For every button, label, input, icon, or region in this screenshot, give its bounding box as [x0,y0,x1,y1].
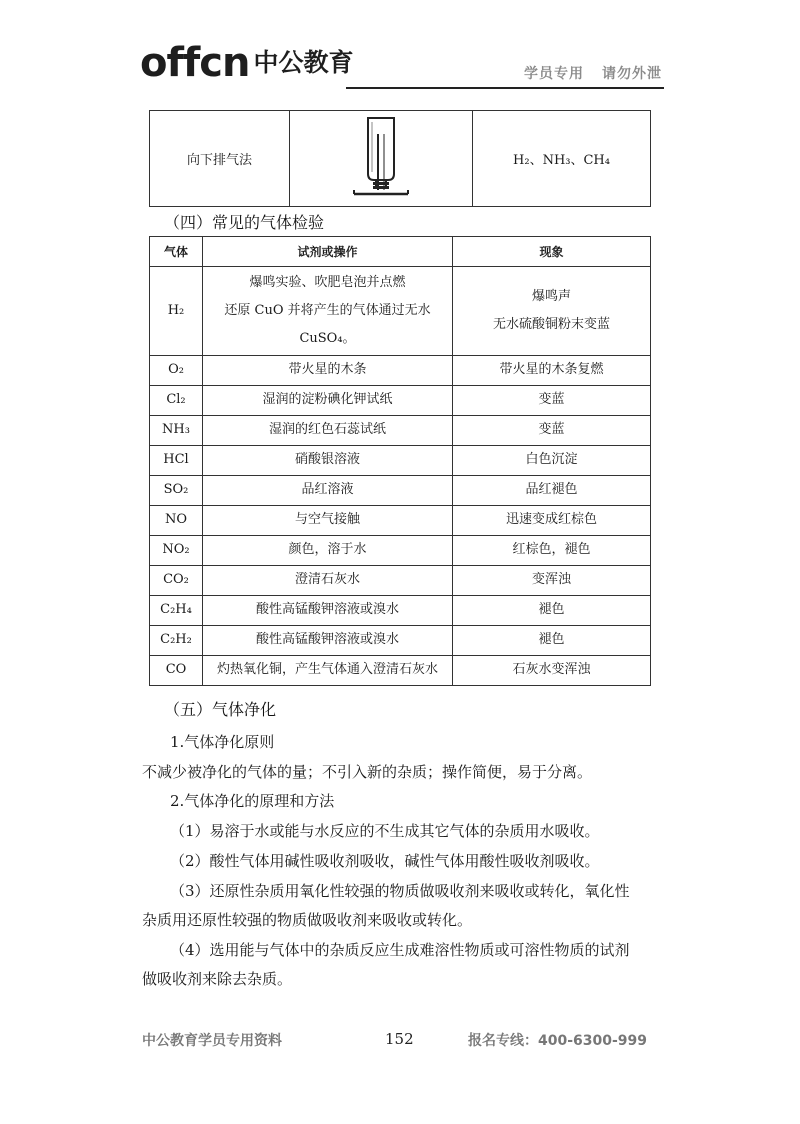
gas-cell: SO₂ [150,476,203,506]
table-row [150,111,651,207]
table-row [150,476,651,506]
operation-cell: 带火星的木条 [203,356,453,386]
offcn-logo [140,36,354,90]
footer-left: 中公教育学员专用资料 [142,1033,282,1049]
table-row [150,596,651,626]
result-cell: 带火星的木条复燃 [453,356,651,386]
operation-cell: 品红溶液 [203,476,453,506]
gas-cell: NO₂ [150,536,203,566]
operation-line: 还原 CuO 并将产生的气体通过无水 [224,303,431,318]
table-row [150,386,651,416]
result-cell: 红棕色，褪色 [453,536,651,566]
operation-cell: 湿润的红色石蕊试纸 [203,416,453,446]
table-row [150,506,651,536]
operation-cell: 湿润的淀粉碘化钾试纸 [203,386,453,416]
table-row [150,656,651,686]
table-header-row [150,237,651,267]
col-header-gas: 气体 [150,237,203,267]
gas-cell: O₂ [150,356,203,386]
gas-cell: H₂ [150,267,203,356]
gas-cell: NH₃ [150,416,203,446]
inverted-bottle-collection-icon [346,114,416,200]
paragraph: 做吸收剂来除去杂质。 [142,970,293,988]
result-cell: 变蓝 [453,416,651,446]
logo-text-en: offcn [140,40,250,86]
operation-cell: 酸性高锰酸钾溶液或溴水 [203,596,453,626]
result-cell: 褪色 [453,596,651,626]
table-row [150,536,651,566]
apparatus-cell [290,111,473,207]
operation-cell: 灼热氧化铜，产生气体通入澄清石灰水 [203,656,453,686]
paragraph: 2.气体净化的原理和方法 [170,792,335,810]
gases-cell: H₂、NH₃、CH₄ [473,111,651,207]
collection-method-table [149,110,651,207]
paragraph: 不减少被净化的气体的量；不引入新的杂质；操作简便，易于分离。 [142,763,593,781]
header-notice-b: 请勿外泄 [602,66,662,82]
result-cell: 品红褪色 [453,476,651,506]
method-cell: 向下排气法 [150,111,290,207]
paragraph: （4）选用能与气体中的杂质反应生成难溶性物质或可溶性物质的试剂 [170,941,630,959]
gas-cell: Cl₂ [150,386,203,416]
paragraph: （2）酸性气体用碱性吸收剂吸收，碱性气体用酸性吸收剂吸收。 [170,852,600,870]
result-line: 爆鸣声 [531,289,571,304]
operation-cell [203,267,453,356]
gas-cell: HCl [150,446,203,476]
header-rule [346,87,664,89]
operation-line: CuSO₄。 [299,331,356,346]
operation-cell: 酸性高锰酸钾溶液或溴水 [203,626,453,656]
gas-cell: CO₂ [150,566,203,596]
paragraph: （1）易溶于水或能与水反应的不生成其它气体的杂质用水吸收。 [170,822,600,840]
table-row [150,446,651,476]
gas-cell: CO [150,656,203,686]
table-row [150,626,651,656]
gas-cell: C₂H₄ [150,596,203,626]
result-cell [453,267,651,356]
table-row [150,566,651,596]
table-row [150,416,651,446]
col-header-operation: 试剂或操作 [203,237,453,267]
header-notice [524,63,662,83]
paragraph: 杂质用还原性较强的物质做吸收剂来吸收或转化。 [142,911,473,929]
footer-hotline: 报名专线：400-6300-999 [468,1033,648,1049]
gas-cell: C₂H₂ [150,626,203,656]
operation-cell: 澄清石灰水 [203,566,453,596]
operation-cell: 硝酸银溶液 [203,446,453,476]
operation-cell: 颜色，溶于水 [203,536,453,566]
header-notice-a: 学员专用 [524,66,584,82]
result-cell: 变浑浊 [453,566,651,596]
result-cell: 变蓝 [453,386,651,416]
operation-line: 爆鸣实验、吹肥皂泡并点燃 [249,275,406,290]
result-cell: 迅速变成红棕色 [453,506,651,536]
page-header [140,36,664,96]
table-row [150,267,651,356]
operation-cell: 与空气接触 [203,506,453,536]
col-header-result: 现象 [453,237,651,267]
logo-text-cn: 中公教育 [253,48,354,77]
gas-test-table [149,236,651,686]
page-number: 152 [385,1030,414,1048]
section5-title: （五）气体净化 [164,700,277,719]
result-cell: 褪色 [453,626,651,656]
section4-title: （四）常见的气体检验 [164,213,325,232]
paragraph: （3）还原性杂质用氧化性较强的物质做吸收剂来吸收或转化，氧化性 [170,882,630,900]
result-cell: 石灰水变浑浊 [453,656,651,686]
paragraph: 1.气体净化原则 [170,733,275,751]
result-line: 无水硫酸铜粉末变蓝 [492,317,610,332]
result-cell: 白色沉淀 [453,446,651,476]
gas-cell: NO [150,506,203,536]
table-row [150,356,651,386]
